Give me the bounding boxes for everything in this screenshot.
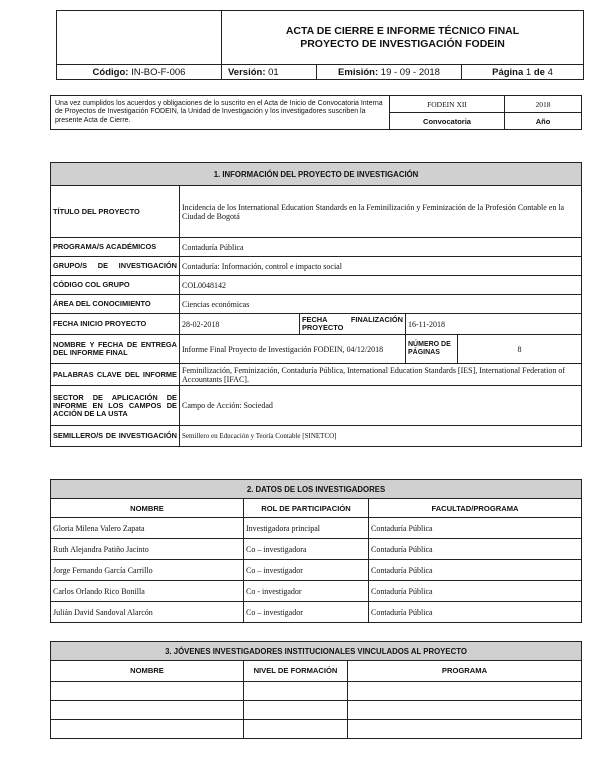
codigo-label: Código: [92,66,129,78]
investigator-name: Carlos Orlando Rico Bonilla [51,581,244,602]
fecha-inicio-value: 28-02-2018 [180,314,300,335]
col-nombre-header: NOMBRE [51,661,244,682]
table-row [51,682,582,701]
codigo-value: IN-BO-F-006 [131,66,186,78]
col-nombre-header: NOMBRE [51,499,244,518]
codigo-grupo-label: CÓDIGO COL GRUPO [51,276,180,295]
codigo-cell [57,65,222,80]
convocatoria-label: Convocatoria [390,113,505,130]
entrega-label: NOMBRE Y FECHA DE ENTREGA DEL INFORME FINAL [51,335,180,364]
intro-table [50,95,582,130]
col-rol-header: ROL DE PARTICIPACIÓN [244,499,369,518]
sector-label: SECTOR DE APLICACIÓN DE INFORME EN LOS CAMPOS DE ACCIÓN DE LA USTA [51,386,180,426]
empty-cell [51,682,244,701]
young-researchers-table [50,641,582,739]
col-programa-header: PROGRAMA [348,661,582,682]
empty-cell [348,701,582,720]
empty-cell [244,720,348,739]
investigator-name: Gloria Milena Valero Zapata [51,518,244,539]
fecha-fin-value: 16-11-2018 [406,314,582,335]
emision-value: 19 - 09 - 2018 [380,66,440,78]
anio-value: 2018 [505,96,582,113]
section-3-title: 3. JÓVENES INVESTIGADORES INSTITUCIONALES VINCULADOS AL PROYECTO [51,642,582,661]
document-title [222,11,584,65]
investigator-faculty: Contaduría Pública [369,602,582,623]
empty-cell [348,720,582,739]
empty-cell [244,682,348,701]
semillero-label: SEMILLERO/S DE INVESTIGACIÓN [51,426,180,447]
pagina-cell [462,65,584,80]
version-label: Versión: [228,66,266,78]
investigator-faculty: Contaduría Pública [369,518,582,539]
semillero-value: Semillero en Educación y Teoría Contable [SINETCO] [180,426,582,447]
grupo-value: Contaduría: Información, control e impacto social [180,257,582,276]
document-header [56,10,584,80]
fecha-fin-label: FECHA FINALIZACIÓN PROYECTO [300,314,406,335]
title-line-1: ACTA DE CIERRE E INFORME TÉCNICO FINAL [285,24,520,37]
paginas-value: 8 [458,335,582,364]
table-row [51,720,582,739]
investigators-table [50,479,582,623]
programa-value: Contaduría Pública [180,238,582,257]
titulo-value: Incidencia de los International Education Standards en la Feminilización y Feminización de la Profesión Contable en la Ciudad de Bogotá [180,186,582,238]
empty-cell [348,682,582,701]
convocatoria-value: FODEIN XII [390,96,505,113]
empty-cell [244,701,348,720]
investigator-name: Ruth Alejandra Patiño Jacinto [51,539,244,560]
pagina-de: de [533,66,545,78]
investigator-role: Co – investigador [244,602,369,623]
investigator-name: Jorge Fernando García Carrillo [51,560,244,581]
codigo-grupo-value: COL0048142 [180,276,582,295]
pagina-label: Página [492,66,524,78]
palabras-label: PALABRAS CLAVE DEL INFORME [51,364,180,386]
area-value: Ciencias económicas [180,295,582,314]
anio-label: Año [505,113,582,130]
area-label: ÁREA DEL CONOCIMIENTO [51,295,180,314]
empty-cell [51,720,244,739]
pagina-value: 1 [525,66,532,78]
table-row [51,539,582,560]
titulo-label: TÍTULO DEL PROYECTO [51,186,180,238]
pagina-total: 4 [547,66,553,78]
empty-cell [51,701,244,720]
version-value: 01 [268,66,279,78]
table-row [51,560,582,581]
paginas-label: NÚMERO DE PÁGINAS [406,335,458,364]
table-row [51,581,582,602]
investigator-faculty: Contaduría Pública [369,560,582,581]
section-2-title: 2. DATOS DE LOS INVESTIGADORES [51,480,582,499]
grupo-label: GRUPO/S DE INVESTIGACIÓN [51,257,180,276]
investigator-role: Co – investigador [244,560,369,581]
col-facultad-header: FACULTAD/PROGRAMA [369,499,582,518]
programa-label: PROGRAMA/S ACADÉMICOS [51,238,180,257]
investigator-role: Co - investigador [244,581,369,602]
emision-label: Emisión: [338,66,379,78]
emision-cell [317,65,462,80]
investigator-role: Co – investigadora [244,539,369,560]
intro-text: Una vez cumplidos los acuerdos y obligaciones de lo suscrito en el Acta de Inicio de Convocatoria Interna de Proyectos de Investigación FODEIN, la Unidad de Investigación y los investigadores suscriben la presente Acta de Cierre. [51,96,390,130]
table-row [51,602,582,623]
investigator-faculty: Contaduría Pública [369,539,582,560]
table-row [51,518,582,539]
investigator-role: Investigadora principal [244,518,369,539]
col-nivel-header: NIVEL DE FORMACIÓN [244,661,348,682]
logo-cell [57,11,222,65]
sector-value: Campo de Acción: Sociedad [180,386,582,426]
project-info-table [50,162,582,447]
title-line-2: PROYECTO DE INVESTIGACIÓN FODEIN [300,37,505,50]
palabras-value: Feminilización, Feminización, Contaduría Pública, International Education Standards [IES], International Federation of Accountants [IFAC]. [180,364,582,386]
section-1-title: 1. INFORMACIÓN DEL PROYECTO DE INVESTIGACIÓN [51,163,582,186]
entrega-value: Informe Final Proyecto de Investigación FODEIN, 04/12/2018 [180,335,406,364]
version-cell [222,65,317,80]
investigator-faculty: Contaduría Pública [369,581,582,602]
investigator-name: Julián David Sandoval Alarcón [51,602,244,623]
table-row [51,701,582,720]
fecha-inicio-label: FECHA INICIO PROYECTO [51,314,180,335]
